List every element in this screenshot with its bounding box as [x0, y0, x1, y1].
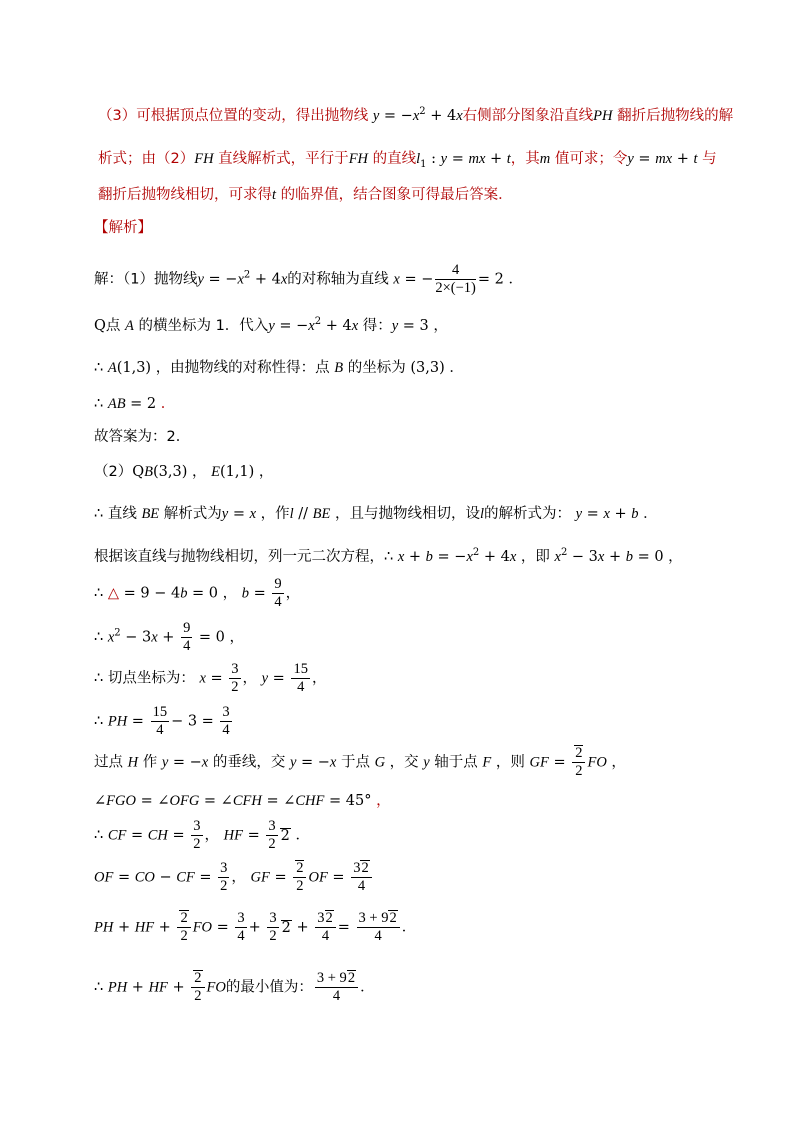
hint-line-3: 翻折后抛物线相切，可求得t 的临界值，结合图象可得最后答案．: [98, 187, 513, 203]
solution-line-8: 根据该直线与抛物线相切，列一元二次方程，∴ $x + b = -x^2 + 4x$ ，即 $x^2 - 3x + b = 0$ ，: [94, 547, 683, 565]
solution-line-16: OF = CO − CF = $\frac{3}{2}$ ， GF = $\frac{2}{2}$ OF = $\frac{32}{4}$: [94, 860, 374, 895]
hint-line-1: （3）可根据顶点位置的变动，得出抛物线 $y = -x^2 + 4x$右侧部分图象沿直线PH 翻折后抛物线的解: [98, 106, 734, 124]
solution-line-1: 解：（1）抛物线$y = -x^2 + 4x$的对称轴为直线 x = − $\frac{4}{2\times(-1)}$ = 2 ．: [94, 262, 523, 296]
solution-line-6: （2）QB(3,3) ， E(1,1) ，: [94, 464, 274, 480]
solution-line-10: ∴ $x^2 - 3x$ + $\frac{9}{4}$ = 0 ，: [94, 620, 245, 654]
solution-line-3: ∴ A(1,3) ，由抛物线的对称性得：点 B 的坐标为 (3,3) ．: [94, 360, 464, 376]
solution-line-14: ∠FGO = ∠OFG = ∠CFH = ∠CHF = 45° ，: [94, 793, 391, 809]
solution-line-18: ∴ PH + HF + $\frac{2}{2}$ FO的最小值为： $\frac{3 + 92}{4}$ ．: [94, 970, 375, 1004]
solution-line-7: ∴ 直线 BE 解析式为y = x ，作l // BE ，且与抛物线相切，设l的解析式为： y = x + b ．: [94, 506, 658, 522]
solution-line-13: 过点 H 作 y = −x 的垂线，交 y = −x 于点 G ，交 y 轴于点 F ，则 GF = $\frac{2}{2}$ FO ，: [94, 745, 626, 779]
solution-line-17: PH + HF + $\frac{2}{2}$ FO = $\frac{3}{4}$ + $\frac{3}{2}$ 2 + $\frac{32}{4}$ = $\frac{3 + 92}{4}$ ．: [94, 910, 417, 944]
solution-line-11: ∴ 切点坐标为： x = $\frac{3}{2}$ ， y = $\frac{15}{4}$ ，: [94, 661, 327, 695]
solution-line-15: ∴ CF = CH = $\frac{3}{2}$ ， HF = $\frac{3}{2}$ 2 ．: [94, 818, 310, 852]
solution-line-12: ∴ PH = $\frac{15}{4}$ − 3 = $\frac{3}{4}$: [94, 704, 230, 738]
solution-line-4: ∴ AB = 2 ．: [94, 396, 176, 412]
hint-line-2: 析式；由（2）FH 直线解析式，平行于FH 的直线$l_1$ : y = mx + t，其m 值可求；令y = mx + t 与: [98, 151, 717, 170]
solution-line-2: Q点 A 的横坐标为 1．代入$y = -x^2 + 4x$ 得：y = 3 ，: [94, 316, 448, 334]
section-header: 【解析】: [94, 220, 152, 236]
solution-line-9: ∴ △ = 9 − 4b = 0 ， b = $\frac{9}{4}$ ，: [94, 576, 301, 610]
solution-line-5: 故答案为：2．: [94, 429, 191, 445]
